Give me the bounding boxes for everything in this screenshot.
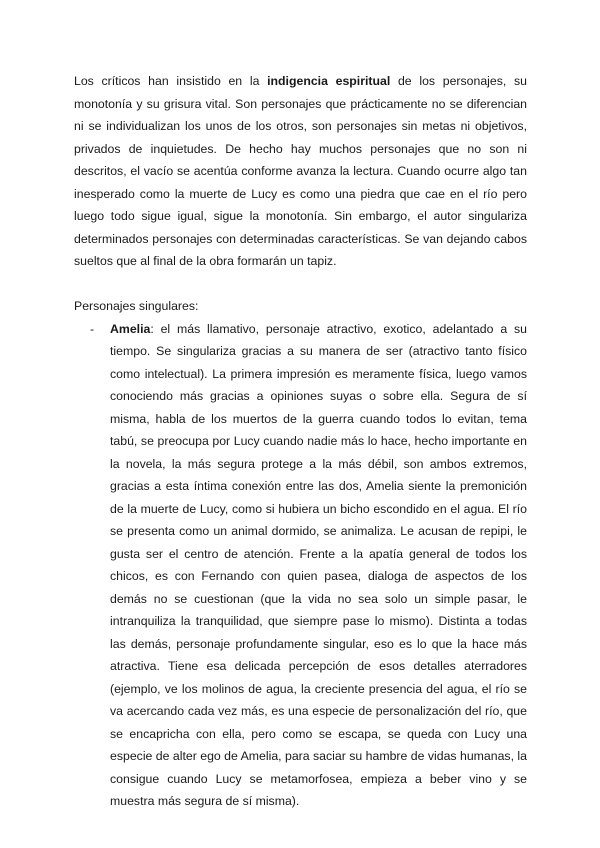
- list-item: [74, 318, 527, 813]
- character-description: [110, 318, 527, 813]
- intro-highlight: indigencia espiritual: [267, 74, 391, 88]
- intro-text-start: Los críticos han insistido en la: [74, 74, 268, 88]
- section-title: Personajes singulares:: [74, 299, 199, 313]
- list-bullet: -: [90, 321, 95, 336]
- document-page: [74, 70, 527, 813]
- paragraph-spacer: [74, 273, 527, 296]
- character-list: [74, 318, 527, 813]
- character-text: : el más llamativo, personaje atractivo, exotico, adelantado a su tiempo. Se singulariza gracias a su manera de ser (atractivo tanto físico como intelectual). La primera impresión es meramente física, luego vamos conociendo más gracias a opiniones suyas o sobre ella. Segura de sí misma, habla de los muertos de la guerra cuando todos lo evitan, tema tabú, se preocupa por Lucy cuando nadie más lo hace, hecho importante en la novela, la más segura protege a la más débil, son ambos extremos, gracias a esta íntima conexión entre las dos, Amelia siente la premonición de la muerte de Lucy, como si hubiera un bicho escondido en el agua. El río se presenta como un animal dormido, se animaliza. Le acusan de repipi, le gusta ser el centro de atención. Frente a la apatía general de todos los chicos, es con Fernando con quien pasea, dialoga de aspectos de los demás no se cuestionan (que la vida no sea solo un simple pasar, le intranquiliza la tranquilidad, que siempre pase lo mismo). Distinta a todas las demás, personaje profundamente singular, eso es lo que la hace más atractiva. Tiene esa delicada percepción de esos detalles aterradores (ejemplo, ve los molinos de agua, la creciente presencia del agua, el río se va acercando cada vez más, es una especie de personalización del río, que se encapricha con ella, pero como se escapa, se queda con Lucy una especie de alter ego de Amelia, para saciar su hambre de vidas humanas, la consigue cuando Lucy se metamorfosea, empieza a beber vino y se muestra más segura de sí misma).: [110, 321, 527, 808]
- intro-paragraph: [74, 70, 527, 273]
- character-name: Amelia: [110, 321, 151, 336]
- intro-text-end: de los personajes, su monotonía y su grisura vital. Son personajes que prácticamente no se diferencian ni se individualizan los unos de los otros, son personajes sin metas ni objetivos, privados de inquietudes. De hecho hay muchos personajes que no son ni descritos, el vacío se acentúa conforme avanza la lectura. Cuando ocurre algo tan inesperado como la muerte de Lucy es como una piedra que cae en el río pero luego todo sigue igual, sigue la monotonía. Sin embargo, el autor singulariza determinados personajes con determinadas características. Se van dejando cabos sueltos que al final de la obra formarán un tapiz.: [74, 74, 527, 268]
